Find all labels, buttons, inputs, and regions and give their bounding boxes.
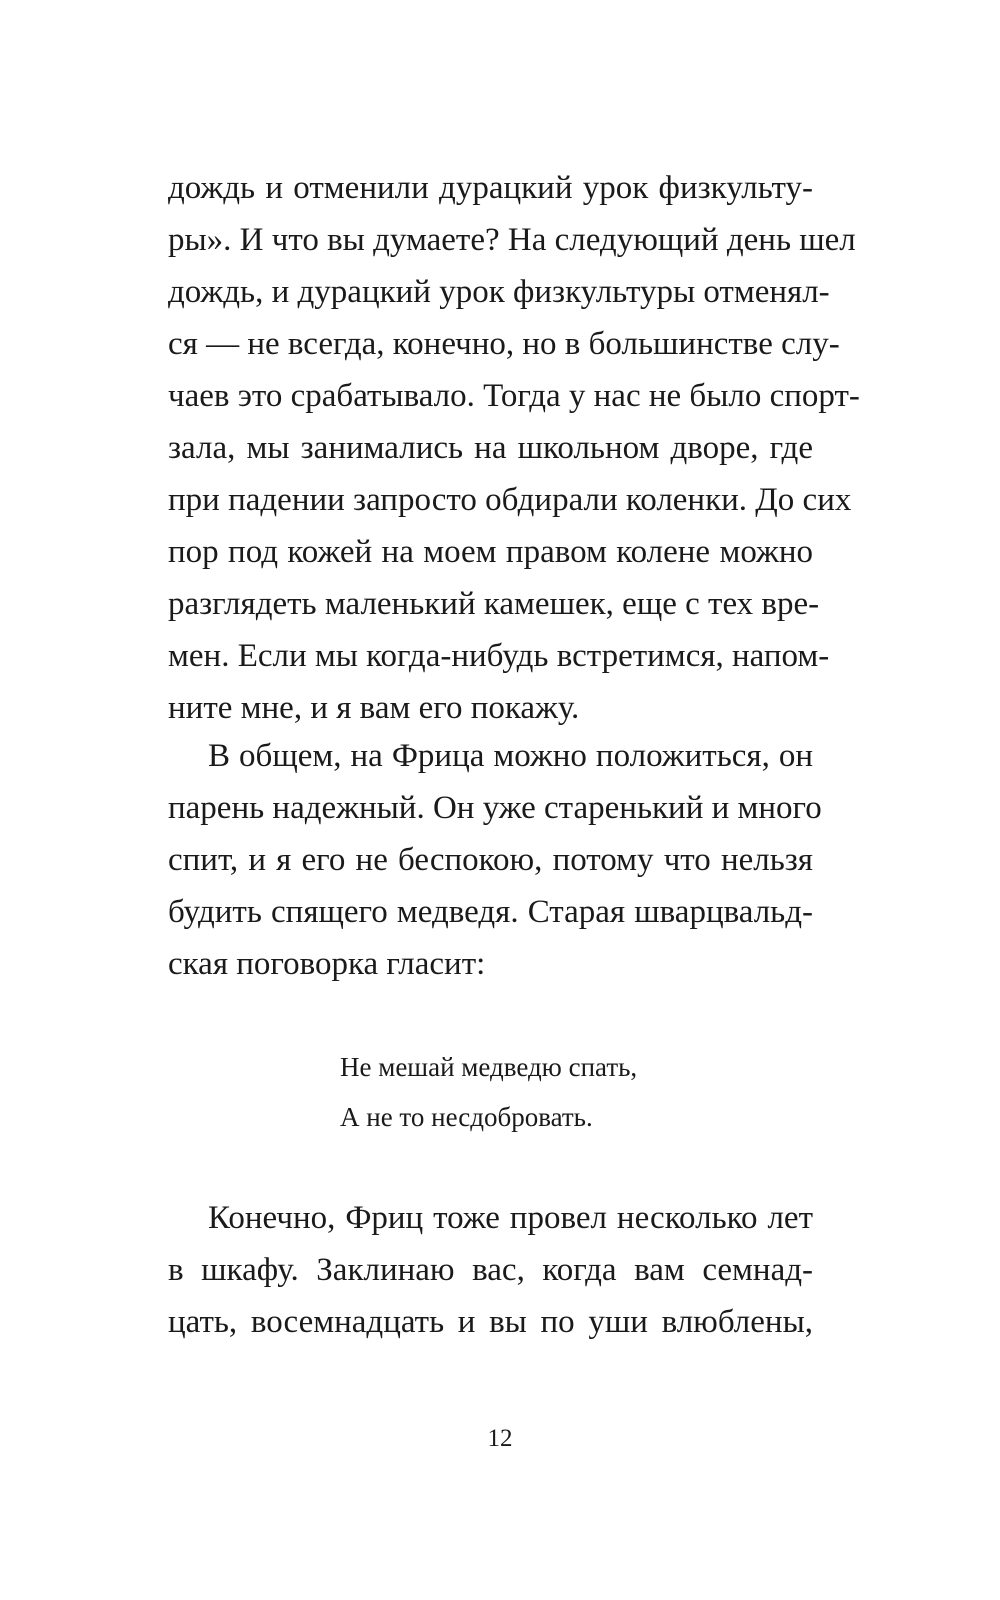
text-line: мен. Если мы когда-нибудь встретимся, напом-	[168, 638, 830, 674]
paragraph-continued	[168, 162, 860, 734]
text-line: В общем, на Фрица можно положиться, он	[208, 738, 813, 774]
text-line: Конечно, Фриц тоже провел несколько лет	[208, 1200, 813, 1236]
text-line: чаев это срабатывало. Тогда у нас не было спорт-	[168, 378, 860, 414]
text-line: будить спящего медведя. Старая шварцвальд-	[168, 894, 813, 930]
text-line: в шкафу. Заклинаю вас, когда вам семнад-	[168, 1252, 813, 1288]
text-line: цать, восемнадцать и вы по уши влюблены,	[168, 1304, 813, 1340]
text-line: спит, и я его не беспокою, потому что нельзя	[168, 842, 813, 878]
verse-line: А не то несдобровать.	[340, 1102, 593, 1132]
text-line: зала, мы занимались на школьном дворе, где	[168, 430, 813, 466]
verse-quote	[340, 1042, 740, 1142]
text-line: ните мне, и я вам его покажу.	[168, 690, 580, 726]
text-line: дождь и отменили дурацкий урок физкульту-	[168, 170, 813, 206]
verse-line: Не мешай медведю спать,	[340, 1052, 638, 1082]
text-line: дождь, и дурацкий урок физкультуры отменял-	[168, 274, 830, 310]
text-line: парень надежный. Он уже старенький и много	[168, 790, 822, 826]
paragraph-wardrobe	[168, 1192, 813, 1348]
text-line: разглядеть маленький камешек, еще с тех вре-	[168, 586, 820, 622]
paragraph-fritz	[168, 730, 822, 990]
text-line: ся — не всегда, конечно, но в большинстве слу-	[168, 326, 840, 362]
text-line: пор под кожей на моем правом колене можно	[168, 534, 813, 570]
text-line: при падении запросто обдирали коленки. До сих	[168, 482, 852, 518]
text-line: ская поговорка гласит:	[168, 946, 486, 982]
page-number: 12	[487, 1425, 513, 1452]
text-line: ры». И что вы думаете? На следующий день шел	[168, 222, 856, 258]
